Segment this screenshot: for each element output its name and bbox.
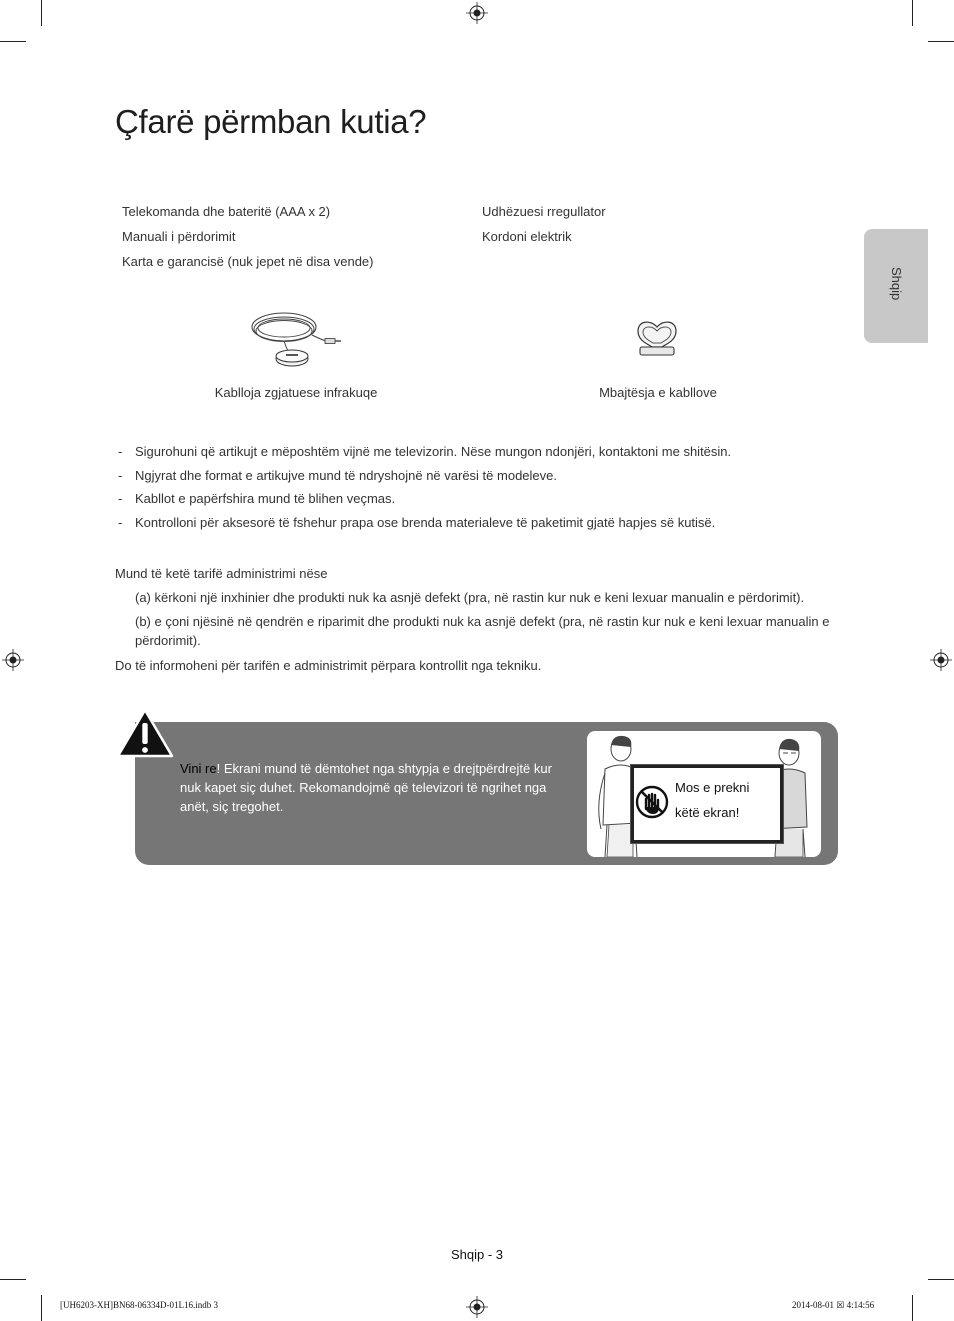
contents-item: Karta e garancisë (nuk jepet në disa vende) bbox=[122, 254, 374, 269]
fee-case-a: (a) kërkoni një inxhinier dhe produkti nuk ka asnjë defekt (pra, në rastin kur nuk e keni lexuar manualin e përdorimit). bbox=[135, 590, 805, 605]
list-item: - Ngjyrat dhe format e artikujve mund të ndryshojnë në varësi të modeleve. bbox=[118, 467, 557, 483]
tv-handling-illustration bbox=[587, 731, 821, 857]
ir-extender-cable-icon bbox=[248, 303, 344, 373]
crop-mark bbox=[41, 1295, 42, 1321]
fee-case-b: (b) e çoni njësinë në qendrën e riparimit dhe produkti nuk ka asnjë defekt (pra, në rastin kur nuk e keni lexuar manualin e bbox=[135, 614, 830, 629]
crop-mark bbox=[912, 1295, 913, 1321]
warning-triangle-icon bbox=[116, 708, 174, 758]
crop-mark bbox=[912, 0, 913, 26]
registration-mark-icon bbox=[930, 649, 952, 671]
registration-mark-icon bbox=[2, 649, 24, 671]
crop-mark bbox=[0, 1279, 26, 1280]
contents-item: Telekomanda dhe bateritë (AAA x 2) bbox=[122, 204, 331, 219]
cable-holder-icon bbox=[634, 317, 680, 359]
side-tab-label: Shqip bbox=[889, 267, 904, 301]
fee-intro: Mund të ketë tarifë administrimi nëse bbox=[115, 566, 328, 581]
crop-mark bbox=[928, 41, 954, 42]
caution-label: Vini re bbox=[180, 761, 217, 776]
page-title: Çfarë përmban kutia? bbox=[115, 103, 427, 140]
print-slug-left: [UH6203-XH]BN68-06334D-01L16.indb 3 bbox=[60, 1300, 218, 1310]
list-item: - Kabllot e papërfshira mund të blihen veçmas. bbox=[118, 491, 396, 507]
accessory-caption: Kablloja zgjatuese infrakuqe bbox=[214, 385, 378, 400]
language-side-tab bbox=[864, 229, 928, 343]
no-touch-hand-icon bbox=[635, 785, 669, 819]
list-item: - Kontrolloni për aksesorë të fshehur prapa ose brenda materialeve të paketimit gjatë hapjes së kutisë. bbox=[118, 514, 716, 530]
crop-mark bbox=[41, 0, 42, 26]
print-slug-right: 2014-08-01 ☒ 4:14:56 bbox=[792, 1300, 875, 1310]
fee-outro: Do të informoheni për tarifën e administrimit përpara kontrollit nga tekniku. bbox=[115, 658, 542, 673]
contents-item: Kordoni elektrik bbox=[482, 229, 572, 244]
crop-mark bbox=[928, 1279, 954, 1280]
accessory-caption: Mbajtësja e kabllove bbox=[599, 385, 717, 400]
caution-text: Vini re! Ekrani mund të dëmtohet nga shtypja e drejtpërdrejtë kur nuk kapet siç duhet. Rekomandojmë që televizori të ngrihet nga anët, siç tregohet. bbox=[180, 761, 552, 814]
list-item: - Sigurohuni që artikujt e mëposhtëm vijnë me televizorin. Nëse mungon ndonjëri, kontaktoni me shitësin. bbox=[118, 444, 732, 459]
notes-list bbox=[115, 444, 731, 538]
crop-mark bbox=[0, 41, 26, 42]
fee-case-b-cont: përdorimit). bbox=[135, 633, 201, 648]
page-number: Shqip - 3 bbox=[450, 1247, 504, 1262]
registration-mark-icon bbox=[466, 1296, 488, 1318]
screen-label-line1: Mos e prekni bbox=[675, 780, 750, 795]
registration-mark-icon bbox=[466, 2, 488, 24]
screen-label-line2: këtë ekran! bbox=[675, 805, 740, 820]
contents-item: Udhëzuesi rregullator bbox=[482, 204, 606, 219]
contents-item: Manuali i përdorimit bbox=[122, 229, 236, 244]
